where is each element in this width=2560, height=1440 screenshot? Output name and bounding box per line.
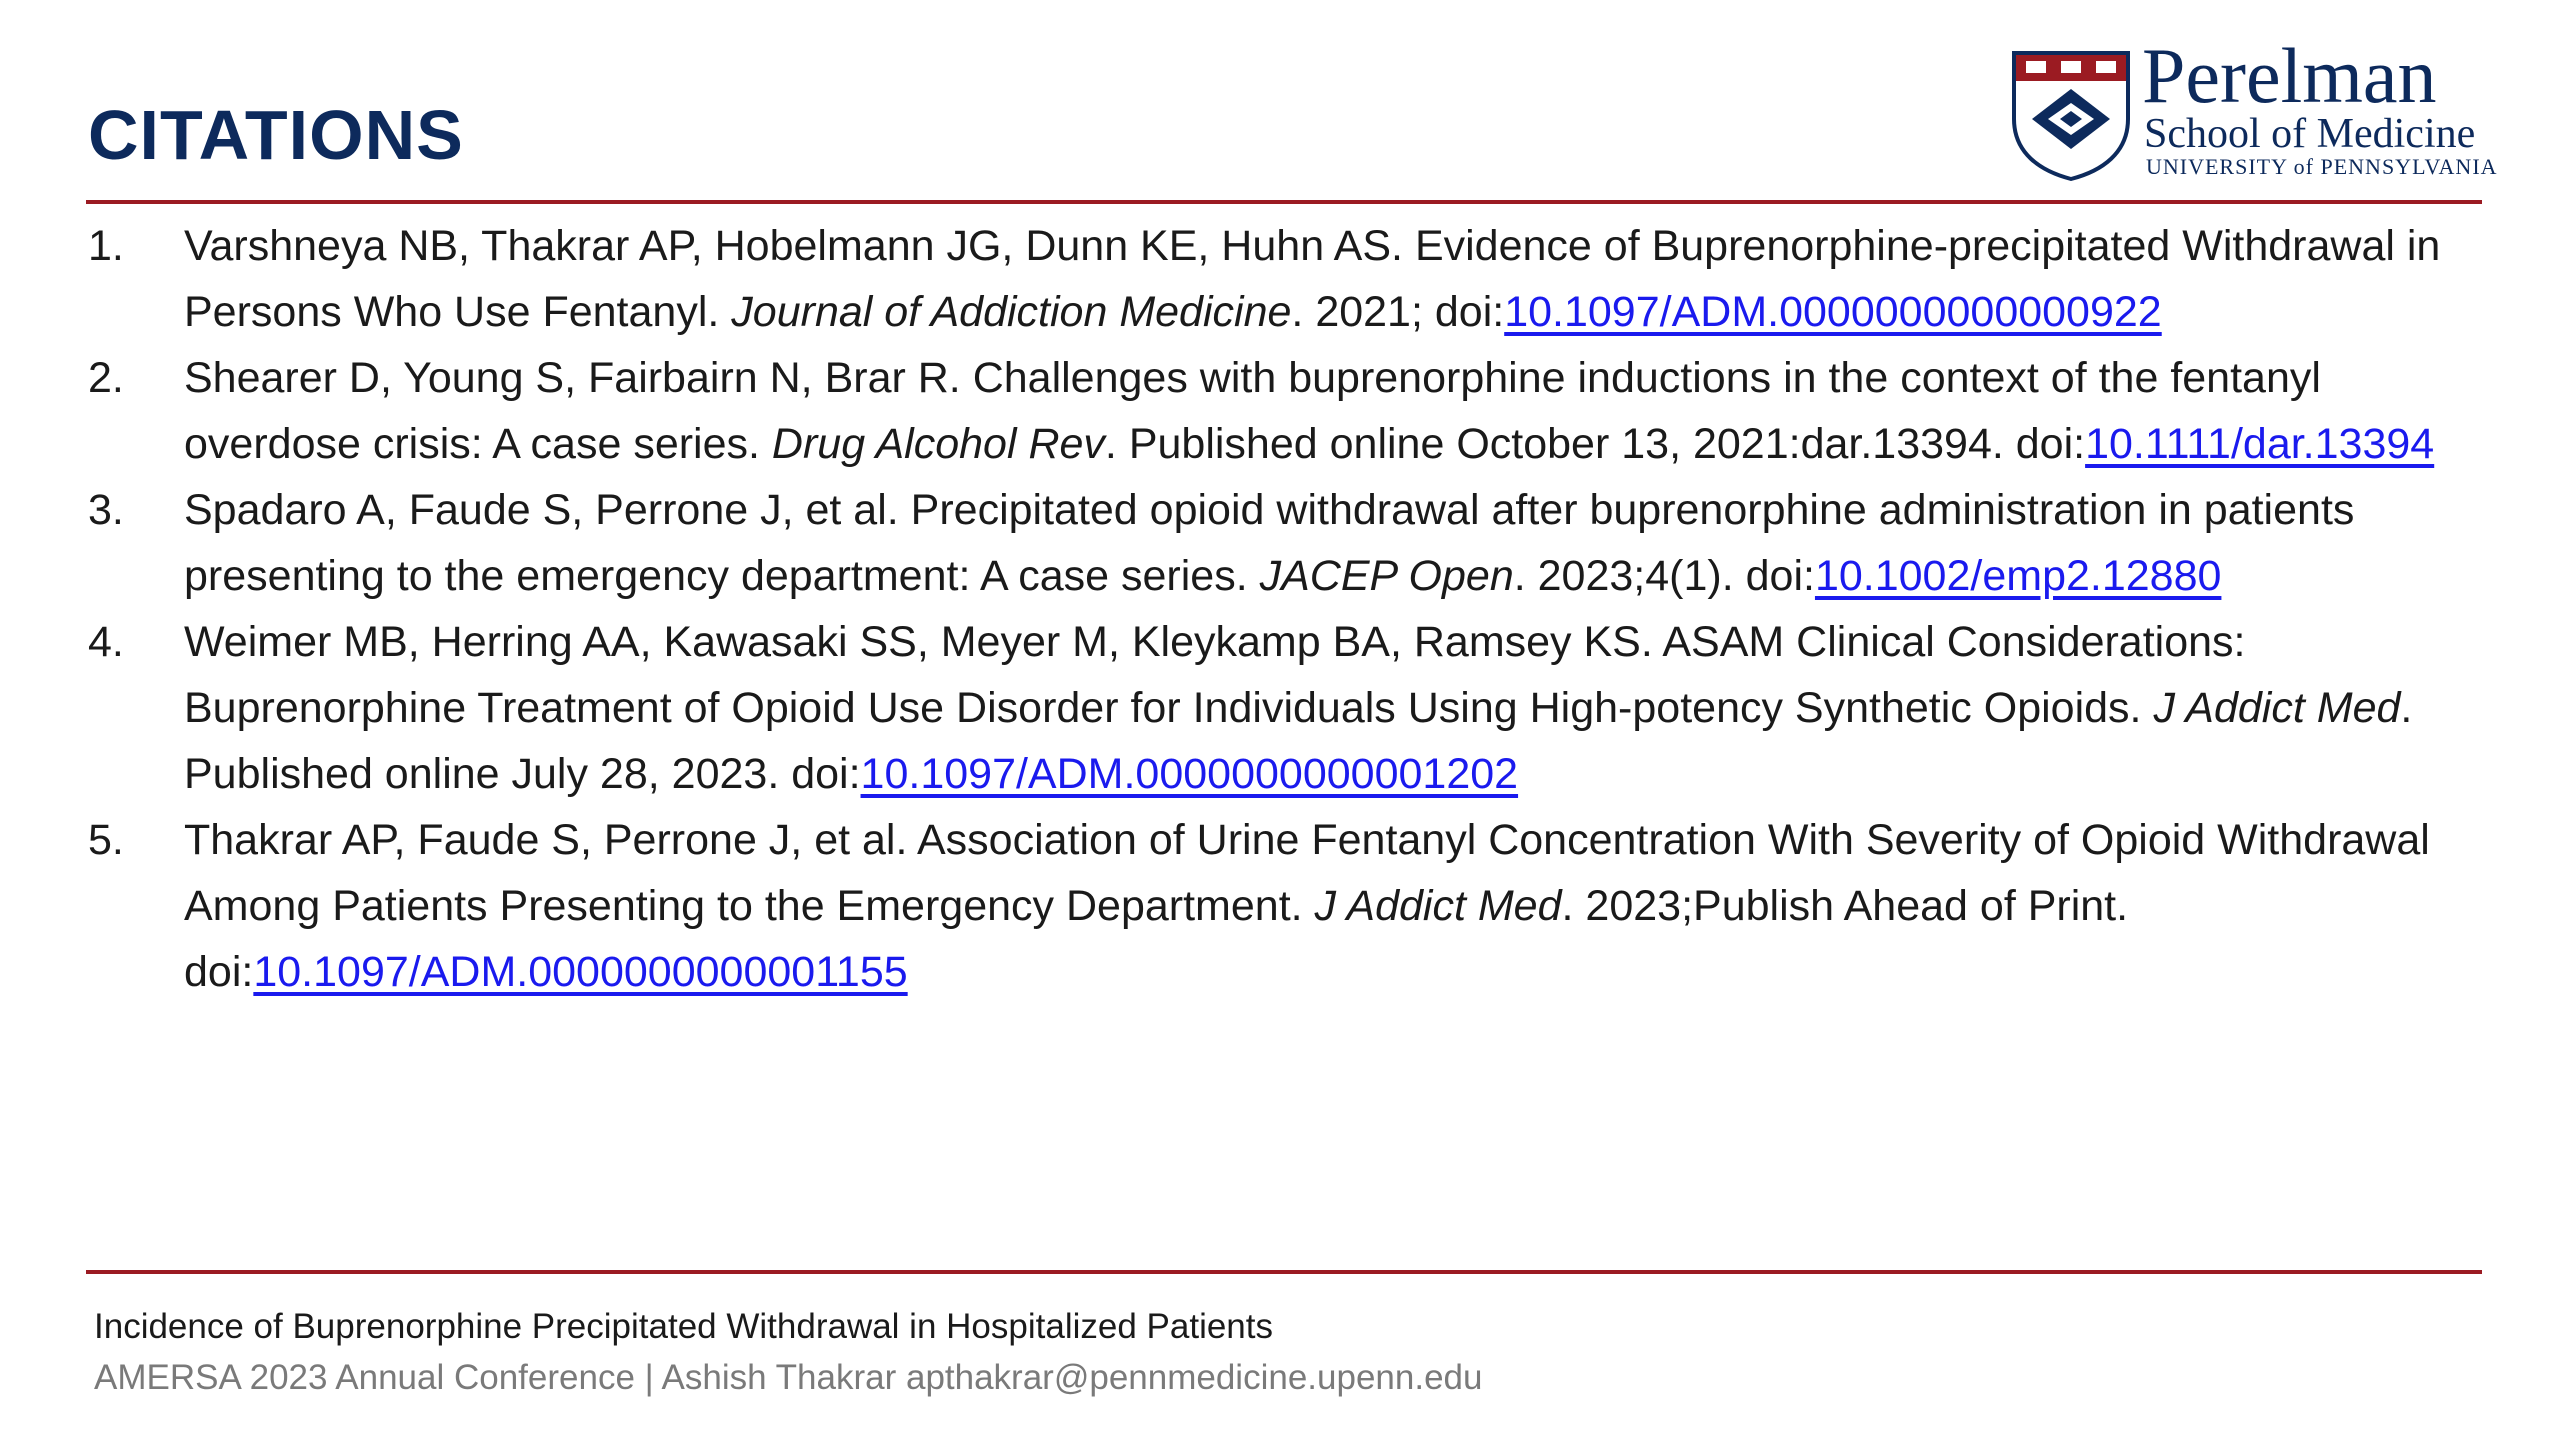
citation-number: 2.	[88, 354, 124, 402]
citation-text: Shearer D, Young S, Fairbairn N, Brar R. Challenges with buprenorphine inductions in the context of the fentanyl overdose crisis: A case series.	[184, 354, 2321, 468]
doi-link[interactable]: 10.1097/ADM.0000000000001155	[253, 948, 908, 996]
citation-number: 4.	[88, 618, 124, 666]
citation-text: Spadaro A, Faude S, Perrone J, et al. Precipitated opioid withdrawal after buprenorphine administration in patients presenting to the emergency department: A case series.	[184, 486, 2355, 600]
doi-link[interactable]: 10.1111/dar.13394	[2085, 420, 2435, 468]
citation-journal: Drug Alcohol Rev	[771, 420, 1105, 468]
citation-text: Varshneya NB, Thakrar AP, Hobelmann JG, Dunn KE, Huhn AS. Evidence of Buprenorphine-precipitated Withdrawal in Persons Who Use Fentanyl.	[184, 222, 2441, 336]
citation-journal: J Addict Med	[2153, 684, 2401, 732]
citation-details: . 2023;4(1). doi:	[1513, 552, 1815, 600]
citation-item	[88, 609, 2488, 807]
citation-details: . 2023;Publish Ahead of Print. doi:	[184, 882, 2129, 996]
footer-divider	[86, 1270, 2482, 1274]
citation-number: 3.	[88, 486, 124, 534]
citation-number: 5.	[88, 816, 124, 864]
citation-text: Weimer MB, Herring AA, Kawasaki SS, Meyer M, Kleykamp BA, Ramsey KS. ASAM Clinical Considerations: Buprenorphine Treatment of Opioid Use Disorder for Individuals Using High-potency Synthetic Opioids.	[184, 618, 2246, 732]
slide-title: CITATIONS	[88, 96, 464, 174]
logo-school: School of Medicine	[2144, 111, 2476, 157]
perelman-logo	[2010, 32, 2498, 185]
doi-link[interactable]: 10.1002/emp2.12880	[1814, 552, 2222, 600]
doi-link[interactable]: 10.1097/ADM.0000000000000922	[1504, 288, 2162, 336]
citation-journal: J Addict Med	[1314, 882, 1562, 930]
penn-shield-icon	[2010, 49, 2132, 181]
citation-journal: Journal of Addiction Medicine	[731, 288, 1292, 336]
logo-university: UNIVERSITY of PENNSYLVANIA	[2146, 154, 2498, 179]
footer-conference-info: AMERSA 2023 Annual Conference | Ashish Thakrar apthakrar@pennmedicine.upenn.edu	[94, 1358, 1483, 1397]
citation-text: Thakrar AP, Faude S, Perrone J, et al. Association of Urine Fentanyl Concentration With Severity of Opioid Withdrawal Among Patients Presenting to the Emergency Department.	[184, 816, 2430, 930]
citation-journal: JACEP Open	[1259, 552, 1514, 600]
citation-list	[88, 213, 2488, 1005]
citation-details: . Published online July 28, 2023. doi:	[184, 684, 2413, 798]
citation-item	[88, 345, 2488, 477]
citation-details: . 2021; doi:	[1291, 288, 1505, 336]
citation-details: . Published online October 13, 2021:dar.13394. doi:	[1104, 420, 2086, 468]
logo-name: Perelman	[2142, 32, 2437, 119]
footer-presentation-title: Incidence of Buprenorphine Precipitated Withdrawal in Hospitalized Patients	[94, 1307, 1273, 1346]
citation-item	[88, 477, 2488, 609]
doi-link[interactable]: 10.1097/ADM.0000000000001202	[860, 750, 1519, 798]
citation-item	[88, 213, 2488, 345]
citation-item	[88, 807, 2488, 1005]
citation-number: 1.	[88, 222, 124, 270]
title-divider	[86, 200, 2482, 204]
